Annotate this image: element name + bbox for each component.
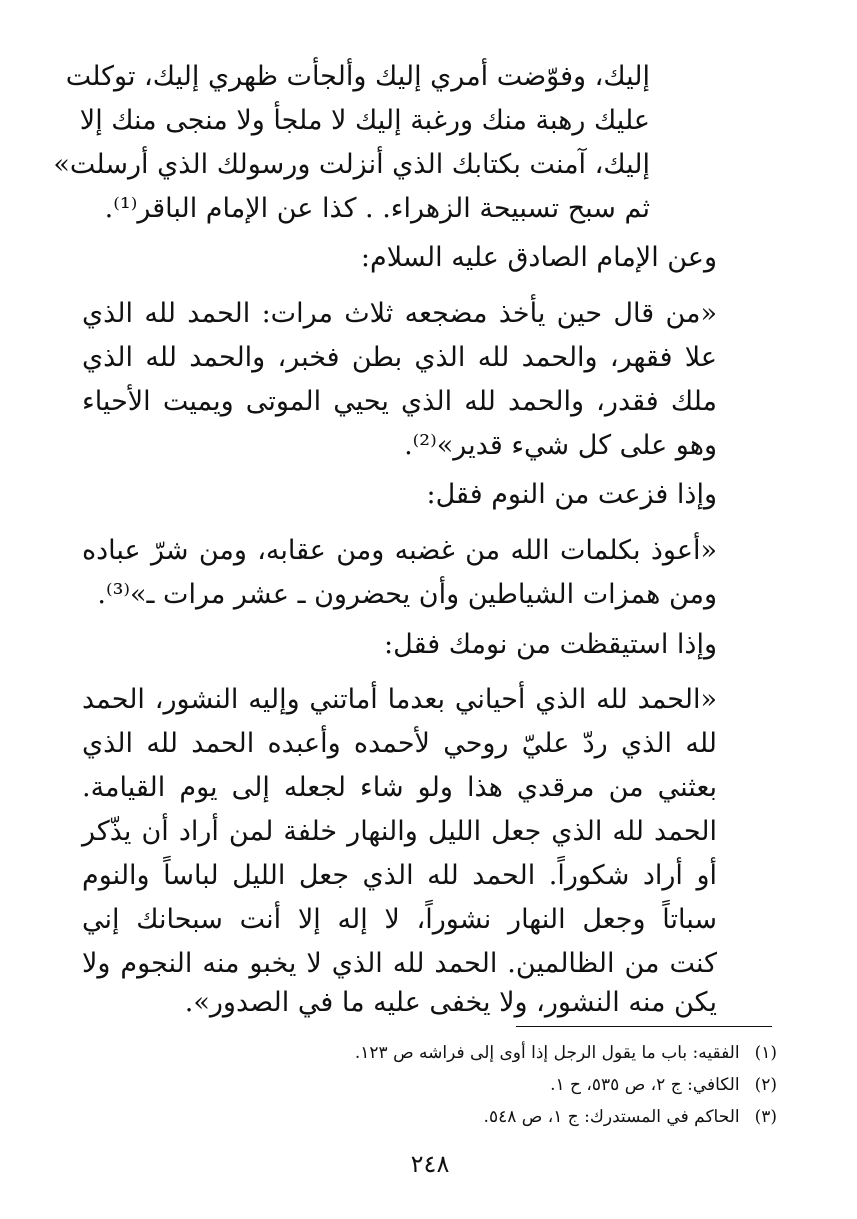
text-line: إليك، آمنت بكتابك الذي أنزلت ورسولك الذي أرسلت»	[53, 149, 650, 180]
footnote-text: الحاكم في المستدرك: ج ١، ص ٥٤٨.	[483, 1107, 740, 1127]
text-line: الحمد لله الذي جعل الليل والنهار خلفة لمن أراد أن يذّكر	[82, 816, 717, 847]
text-line: عليك رهبة منك ورغبة إليك لا ملجأ ولا منجى منك إلا	[79, 105, 650, 136]
text-line: إليك، وفوّضت أمري إليك وألجأت ظهري إليك، توكلت	[65, 61, 650, 92]
footnote-text: الفقيه: باب ما يقول الرجل إذا أوى إلى فراشه ص ١٢٣.	[354, 1043, 740, 1063]
text-line: ثم سبح تسبيحة الزهراء. . كذا عن الإمام الباقر⁽¹⁾.	[104, 193, 650, 224]
footnote	[137, 1072, 777, 1098]
footnote-divider	[516, 1026, 772, 1027]
footnote-number: (٢)	[754, 1075, 777, 1095]
text-line: لله الذي ردّ عليّ روحي لأحمده وأعبده الحمد لله الذي	[82, 728, 717, 759]
text-line: سباتاً وجعل النهار نشوراً، لا إله إلا أنت سبحانك إني	[82, 904, 717, 935]
text-line: كنت من الظالمين. الحمد لله الذي لا يخبو منه النجوم ولا	[82, 948, 717, 979]
footnote	[137, 1040, 777, 1066]
section-heading: وعن الإمام الصادق عليه السلام:	[360, 242, 717, 273]
text-line: وهو على كل شيء قدير»⁽²⁾.	[404, 430, 717, 461]
footnote	[137, 1104, 777, 1130]
text-line: «من قال حين يأخذ مضجعه ثلاث مرات: الحمد لله الذي	[82, 298, 717, 329]
text-line: «أعوذ بكلمات الله من غضبه ومن عقابه، ومن شرّ عباده	[82, 535, 717, 566]
text-line: بعثني من مرقدي هذا ولو شاء لجعله إلى يوم القيامة.	[82, 772, 717, 803]
text-line: «الحمد لله الذي أحياني بعدما أماتني وإليه النشور، الحمد	[82, 684, 717, 715]
section-heading: وإذا فزعت من النوم فقل:	[426, 479, 717, 510]
footnote-number: (٣)	[754, 1107, 777, 1127]
text-line: أو أراد شكوراً. الحمد لله الذي جعل الليل لباساً والنوم	[82, 860, 717, 891]
footnote-number: (١)	[754, 1043, 777, 1063]
footnote-text: الكافي: ج ٢، ص ٥٣٥، ح ١.	[550, 1075, 740, 1095]
section-heading: وإذا استيقظت من نومك فقل:	[384, 629, 717, 660]
page-number: ٢٤٨	[410, 1150, 450, 1178]
text-line: علا فقهر، والحمد لله الذي بطن فخبر، والحمد لله الذي	[82, 342, 717, 373]
text-line: يكن منه النشور، ولا يخفى عليه ما في الصدور».	[184, 987, 717, 1018]
text-line: ملك فقدر، والحمد لله الذي يحيي الموتى ويميت الأحياء	[82, 386, 717, 417]
text-line: ومن همزات الشياطين وأن يحضرون ـ عشر مرات ـ»⁽³⁾.	[97, 579, 717, 610]
